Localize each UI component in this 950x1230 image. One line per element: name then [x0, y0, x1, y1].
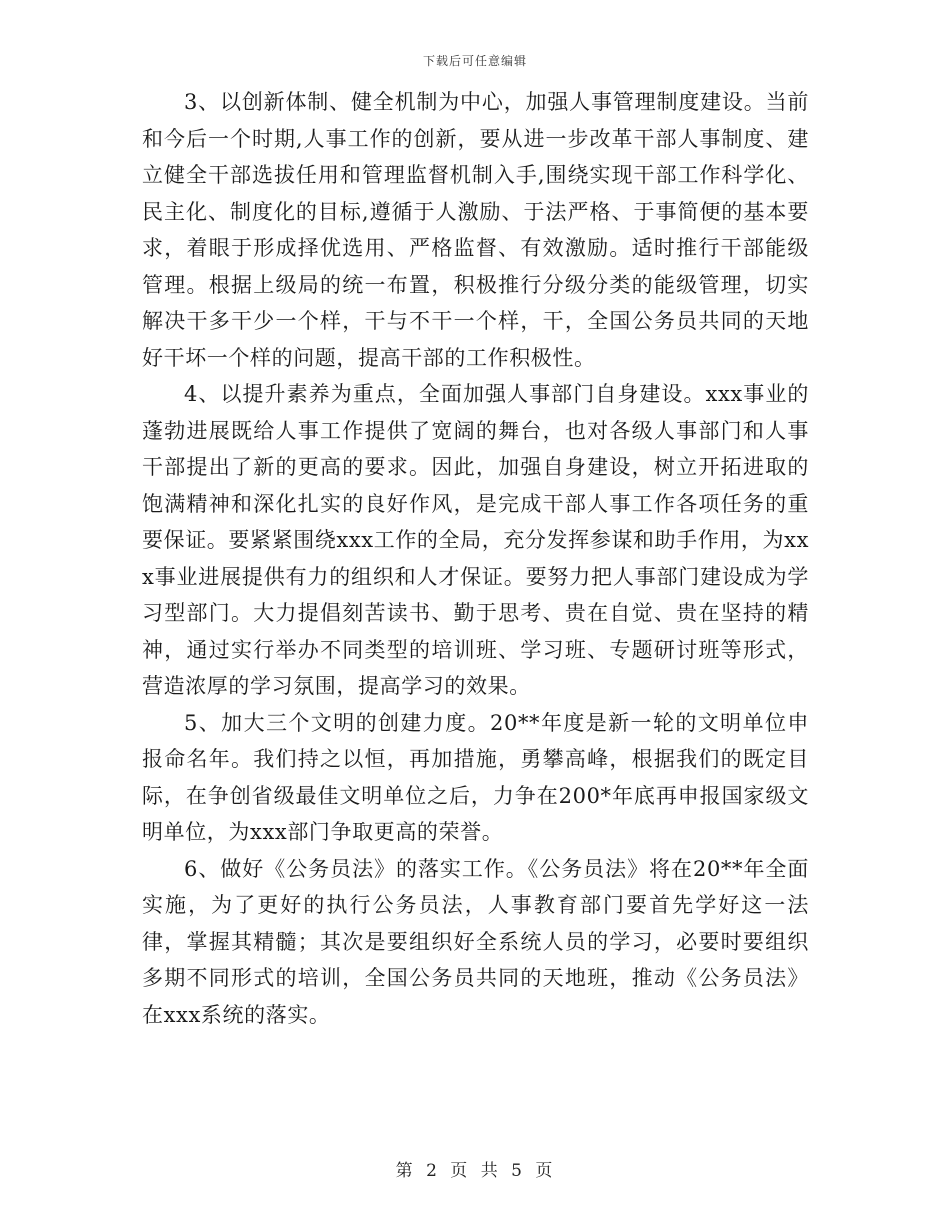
- paragraph-3: 3、以创新体制、健全机制为中心，加强人事管理制度建设。当前和今后一个时期,人事工作的创新，要从进一步改革干部人事制度、建立健全干部选拔任用和管理监督机制入手,围绕实现干部工作科学化、民主化、制度化的目标,遵循于人激励、于法严格、于事简便的基本要求，着眼于形成择优选用、严格监督、有效激励。适时推行干部能级管理。根据上级局的统一布置，积极推行分级分类的能级管理，切实解决干多干少一个样，干与不干一个样，干，全国公务员共同的天地好干坏一个样的问题，提高干部的工作积极性。: [142, 90, 809, 370]
- document-body: [142, 84, 809, 1033]
- page-header: 下载后可任意编辑: [422, 54, 527, 68]
- paragraph-4: 4、以提升素养为重点，全面加强人事部门自身建设。xxx事业的蓬勃进展既给人事工作提供了宽阔的舞台，也对各级人事部门和人事干部提出了新的更高的要求。因此，加强自身建设，树立开拓进取的饱满精神和深化扎实的良好作风，是完成干部人事工作各项任务的重要保证。要紧紧围绕xxx工作的全局，充分发挥参谋和助手作用，为xxx事业进展提供有力的组织和人才保证。要努力把人事部门建设成为学习型部门。大力提倡刻苦读书、勤于思考、贵在自觉、贵在坚持的精神，通过实行举办不同类型的培训班、学习班、专题研讨班等形式，营造浓厚的学习氛围，提高学习的效果。: [142, 382, 810, 698]
- paragraph-6: 6、做好《公务员法》的落实工作。《公务员法》将在20**年全面实施，为了更好的执行公务员法，人事教育部门要首先学好这一法律，掌握其精髓；其次是要组织好全系统人员的学习，必要时要组织多期不同形式的培训，全国公务员共同的天地班，推动《公务员法》在xxx系统的落实。: [142, 856, 809, 1027]
- paragraph-5: 5、加大三个文明的创建力度。20**年度是新一轮的文明单位申报命名年。我们持之以恒，再加措施，勇攀高峰，根据我们的既定目际，在争创省级最佳文明单位之后，力争在200*年底再申报国家级文明单位，为xxx部门争取更高的荣誉。: [142, 710, 809, 844]
- page-footer: 第 2 页 共 5 页: [395, 1161, 555, 1181]
